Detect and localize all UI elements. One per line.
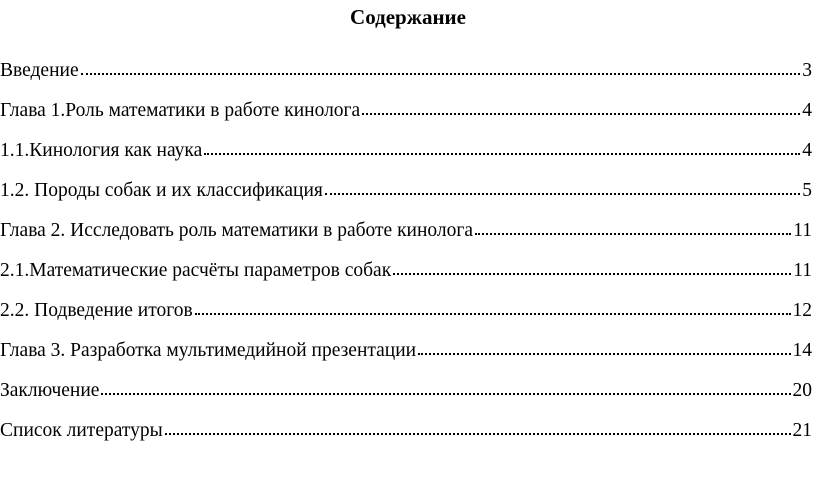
toc-dot-leader (101, 376, 790, 396)
toc-entry-label: Глава 3. Разработка мультимедийной презентации (0, 340, 417, 361)
toc-dot-leader (418, 336, 790, 356)
toc-dot-leader (362, 96, 800, 116)
toc-list (0, 56, 812, 456)
toc-entry-page: 5 (802, 180, 812, 201)
toc-entry-page: 4 (802, 140, 812, 161)
toc-entry (0, 56, 812, 96)
toc-entry (0, 136, 812, 176)
toc-dot-leader (81, 56, 801, 76)
toc-entry (0, 296, 812, 336)
toc-entry (0, 336, 812, 376)
toc-entry-label: Глава 2. Исследовать роль математики в работе кинолога (0, 220, 474, 241)
toc-entry-page: 21 (792, 420, 812, 441)
toc-entry-label: 2.1.Математические расчёты параметров собак (0, 260, 392, 281)
toc-entry (0, 176, 812, 216)
toc-entry (0, 416, 812, 456)
toc-dot-leader (325, 176, 800, 196)
toc-dot-leader (165, 416, 791, 436)
toc-dot-leader (393, 256, 791, 276)
toc-entry-page: 4 (802, 100, 812, 121)
toc-entry-page: 11 (793, 260, 812, 281)
toc-entry (0, 96, 812, 136)
toc-entry-page: 14 (792, 340, 812, 361)
toc-dot-leader (204, 136, 800, 156)
toc-entry (0, 216, 812, 256)
toc-entry-label: Заключение (0, 380, 100, 401)
toc-entry (0, 256, 812, 296)
toc-entry-label: 1.1.Кинология как наука (0, 140, 203, 161)
toc-dot-leader (475, 216, 791, 236)
toc-entry-page: 20 (792, 380, 812, 401)
toc-entry-label: 2.2. Подведение итогов (0, 300, 193, 321)
toc-entry-page: 11 (793, 220, 812, 241)
toc-entry-label: Список литературы (0, 420, 163, 441)
toc-entry-page: 3 (802, 60, 812, 81)
toc-entry-label: Введение (0, 60, 79, 81)
toc-title: Содержание (350, 5, 466, 29)
toc-entry-label: Глава 1.Роль математики в работе кинолога (0, 100, 361, 121)
toc-entry (0, 376, 812, 416)
toc-entry-label: 1.2. Породы собак и их классификация (0, 180, 323, 201)
toc-dot-leader (195, 296, 791, 316)
toc-entry-page: 12 (792, 300, 812, 321)
